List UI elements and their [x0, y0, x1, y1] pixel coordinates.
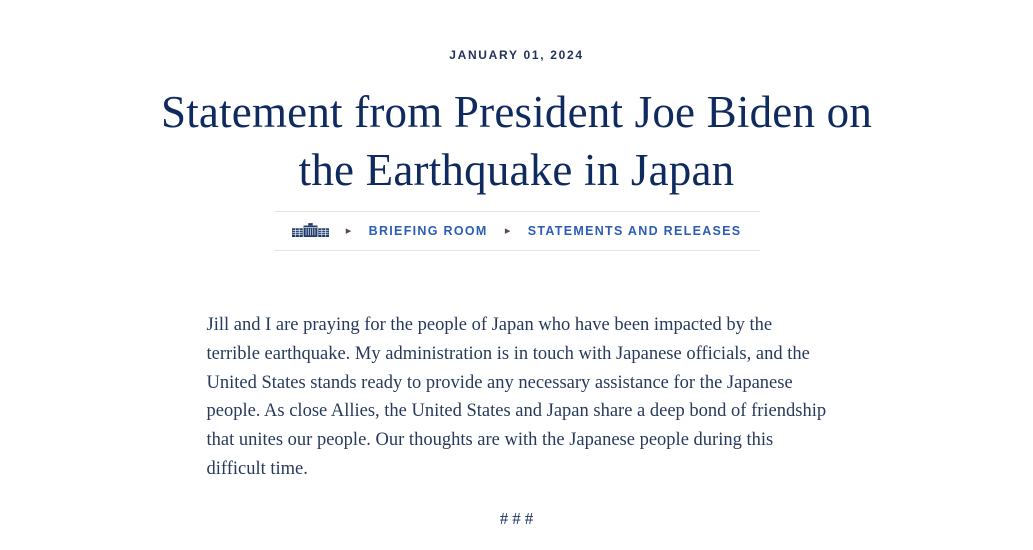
statement-paragraph: Jill and I are praying for the people of Japan who have been impacted by the terrible earthquake. My administration is in touch with Japanese officials, and the United States stands ready to provide any necessary assistance for the Japanese people. As close Allies, the United States and Japan share a deep bond of friendship that unites our people. Our thoughts are with the Japanese people during this difficult time.	[206, 315, 827, 479]
page-title	[67, 84, 967, 199]
white-house-icon	[292, 223, 329, 239]
statement-body	[207, 311, 827, 483]
end-of-statement-marks: ###	[499, 509, 538, 529]
chevron-right-icon: ▸	[504, 224, 511, 237]
article-date: JANUARY 01, 2024	[449, 48, 584, 62]
home-link[interactable]	[292, 223, 329, 239]
breadcrumb-statements-and-releases-link[interactable]: STATEMENTS AND RELEASES	[527, 224, 742, 239]
page-title-line-1: Statement from President Joe Biden on	[160, 87, 873, 137]
chevron-right-icon: ▸	[345, 224, 352, 237]
breadcrumb	[274, 211, 760, 251]
page-title-line-2: the Earthquake in Japan	[298, 144, 735, 195]
breadcrumb-briefing-room-link[interactable]: BRIEFING ROOM	[368, 224, 488, 239]
